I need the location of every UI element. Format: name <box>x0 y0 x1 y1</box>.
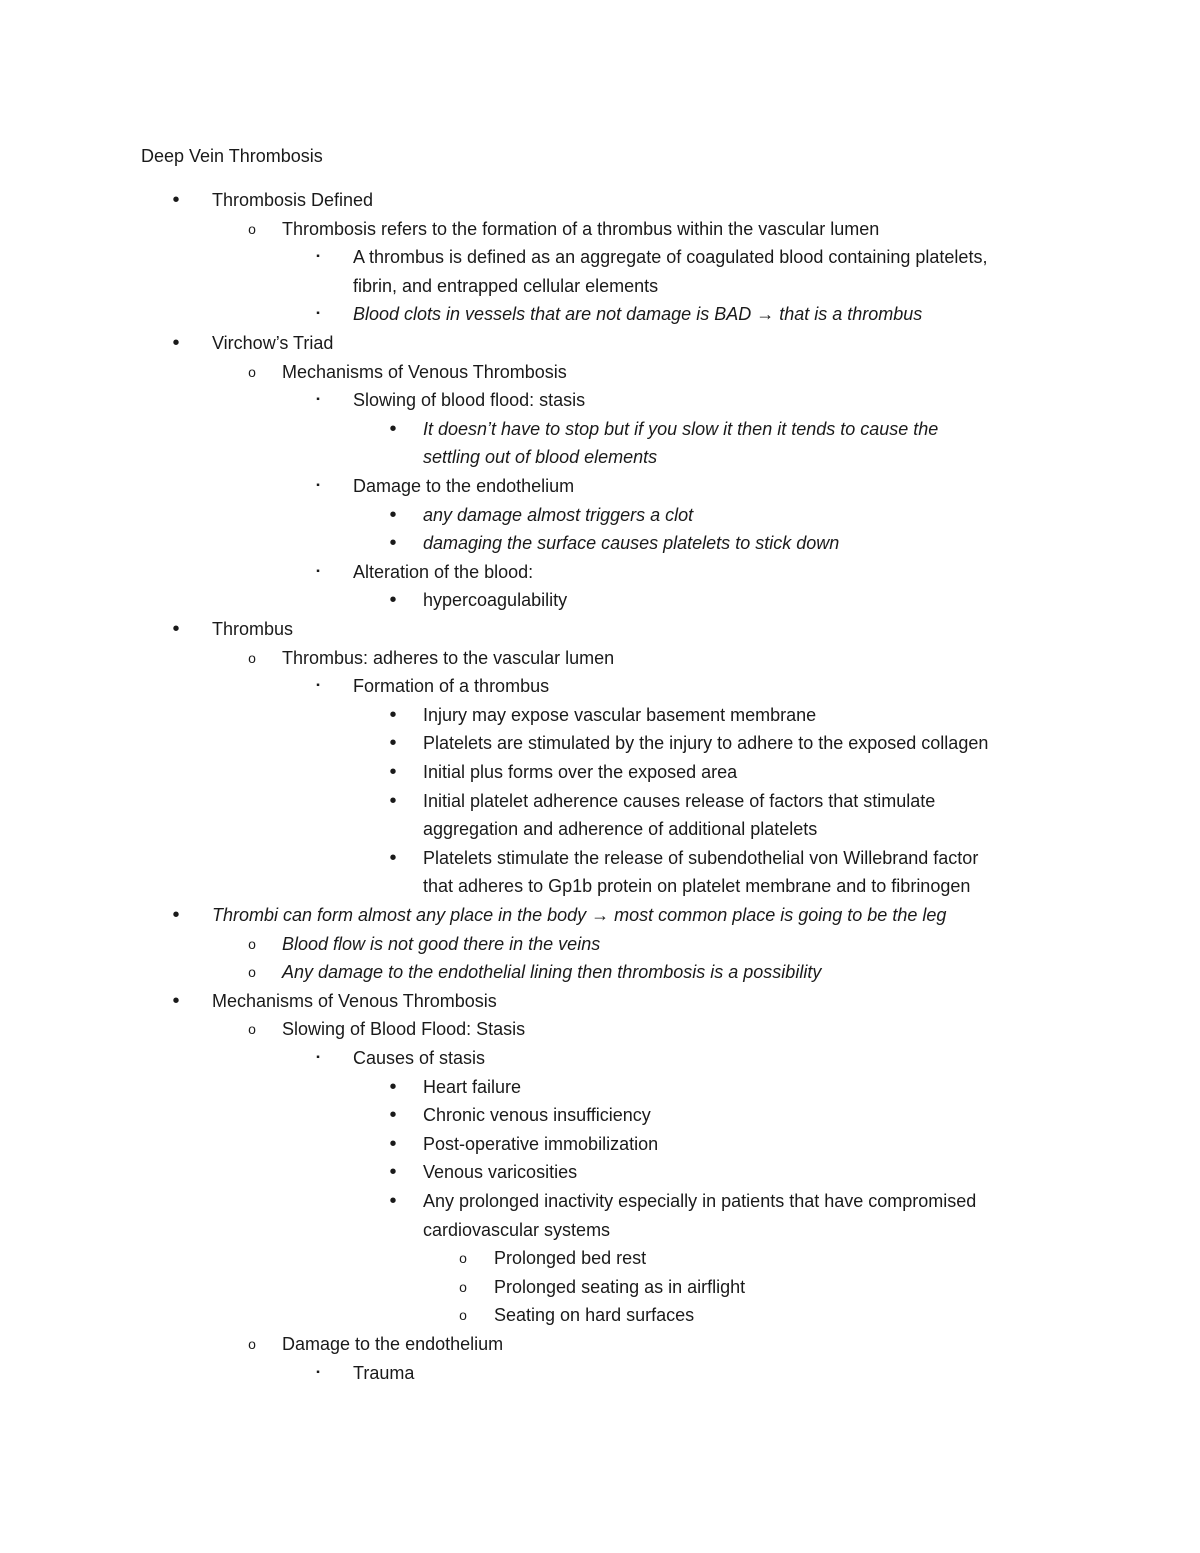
square-bullet-icon: ▪ <box>316 680 320 691</box>
outline-text: Injury may expose vascular basement membrane <box>423 705 817 725</box>
outline-item-level-4 <box>0 1188 1200 1214</box>
outline-text: Thrombus <box>212 619 294 639</box>
outline-item-level-5 <box>0 1302 1200 1328</box>
bullet-icon: • <box>389 847 397 869</box>
outline-item-level-4 <box>0 416 1200 442</box>
outline-text: Heart failure <box>423 1077 522 1097</box>
outline-text: Mechanisms of Venous Thrombosis <box>282 362 567 382</box>
square-bullet-icon: ▪ <box>316 566 320 577</box>
outline-line-continuation <box>0 444 1200 470</box>
bullet-icon: • <box>172 332 180 354</box>
outline-text: Causes of stasis <box>353 1048 486 1068</box>
outline-item-level-3 <box>0 387 1200 413</box>
outline-item-level-5 <box>0 1245 1200 1271</box>
bullet-icon: • <box>389 704 397 726</box>
outline-item-level-2 <box>0 959 1200 985</box>
outline-text: Chronic venous insufficiency <box>423 1105 651 1125</box>
outline-item-level-4 <box>0 1102 1200 1128</box>
outline-text: settling out of blood elements <box>423 447 658 467</box>
outline-item-level-2 <box>0 1331 1200 1357</box>
outline-item-level-4 <box>0 730 1200 756</box>
outline-item-level-1 <box>0 330 1200 356</box>
circle-bullet-icon: o <box>248 964 256 980</box>
square-bullet-icon: ▪ <box>316 251 320 262</box>
outline-item-level-3 <box>0 1360 1200 1386</box>
outline-item-level-2 <box>0 931 1200 957</box>
circle-bullet-icon: o <box>459 1307 467 1323</box>
bullet-icon: • <box>389 589 397 611</box>
outline-text: Damage to the endothelium <box>353 476 575 496</box>
square-bullet-icon: ▪ <box>316 394 320 405</box>
circle-bullet-icon: o <box>248 364 256 380</box>
outline-text: Prolonged bed rest <box>494 1248 647 1268</box>
outline-text: Venous varicosities <box>423 1162 578 1182</box>
outline-text: Formation of a thrombus <box>353 676 550 696</box>
outline-item-level-4 <box>0 702 1200 728</box>
outline-text: that adheres to Gp1b protein on platelet membrane and to fibrinogen <box>423 876 971 896</box>
circle-bullet-icon: o <box>248 650 256 666</box>
bullet-icon: • <box>389 1104 397 1126</box>
outline-text: Blood flow is not good there in the veins <box>282 934 601 954</box>
bullet-icon: • <box>172 618 180 640</box>
bullet-icon: • <box>389 1161 397 1183</box>
outline-item-level-1 <box>0 187 1200 213</box>
outline-item-level-2 <box>0 216 1200 242</box>
outline-text: Slowing of blood flood: stasis <box>353 390 586 410</box>
outline-text: Thrombus: adheres to the vascular lumen <box>282 648 615 668</box>
outline-text: Trauma <box>353 1363 415 1383</box>
outline-item-level-3 <box>0 673 1200 699</box>
circle-bullet-icon: o <box>459 1250 467 1266</box>
outline-item-level-4 <box>0 502 1200 528</box>
bullet-icon: • <box>172 189 180 211</box>
document-title: Deep Vein Thrombosis <box>141 146 323 166</box>
bullet-icon: • <box>389 418 397 440</box>
outline-text: It doesn’t have to stop but if you slow it then it tends to cause the <box>423 419 939 439</box>
outline-text: Blood clots in vessels that are not damage is BAD → that is a thrombus <box>353 304 923 324</box>
outline-text: Seating on hard surfaces <box>494 1305 695 1325</box>
bullet-icon: • <box>389 1133 397 1155</box>
outline-text: Post-operative immobilization <box>423 1134 659 1154</box>
outline-text: any damage almost triggers a clot <box>423 505 694 525</box>
outline-item-level-2 <box>0 645 1200 671</box>
outline-item-level-1 <box>0 902 1200 928</box>
outline-line-continuation <box>0 273 1200 299</box>
outline-item-level-3 <box>0 244 1200 270</box>
outline-line-continuation <box>0 873 1200 899</box>
bullet-icon: • <box>389 532 397 554</box>
bullet-icon: • <box>389 1076 397 1098</box>
circle-bullet-icon: o <box>248 221 256 237</box>
outline-item-level-3 <box>0 301 1200 327</box>
circle-bullet-icon: o <box>248 936 256 952</box>
outline-item-level-2 <box>0 1016 1200 1042</box>
outline-item-level-4 <box>0 1131 1200 1157</box>
outline-text: Virchow’s Triad <box>212 333 334 353</box>
bullet-icon: • <box>389 504 397 526</box>
outline-text: aggregation and adherence of additional platelets <box>423 819 818 839</box>
outline-line-continuation <box>0 816 1200 842</box>
outline-item-level-3 <box>0 559 1200 585</box>
outline-text: cardiovascular systems <box>423 1220 611 1240</box>
circle-bullet-icon: o <box>248 1021 256 1037</box>
outline-text: damaging the surface causes platelets to stick down <box>423 533 840 553</box>
bullet-icon: • <box>172 990 180 1012</box>
outline-item-level-4 <box>0 788 1200 814</box>
outline-item-level-1 <box>0 616 1200 642</box>
square-bullet-icon: ▪ <box>316 308 320 319</box>
outline-text: Slowing of Blood Flood: Stasis <box>282 1019 526 1039</box>
outline-text: Platelets are stimulated by the injury to adhere to the exposed collagen <box>423 733 989 753</box>
bullet-icon: • <box>389 732 397 754</box>
outline-item-level-4 <box>0 1074 1200 1100</box>
outline-text: Thrombosis Defined <box>212 190 374 210</box>
outline-text: hypercoagulability <box>423 590 568 610</box>
outline-text: A thrombus is defined as an aggregate of coagulated blood containing platelets, <box>353 247 988 267</box>
outline-text: Thrombosis refers to the formation of a thrombus within the vascular lumen <box>282 219 880 239</box>
circle-bullet-icon: o <box>459 1279 467 1295</box>
outline-text: Thrombi can form almost any place in the body → most common place is going to be the leg <box>212 905 947 925</box>
outline-line-continuation <box>0 1217 1200 1243</box>
outline-text: Any prolonged inactivity especially in patients that have compromised <box>423 1191 977 1211</box>
outline-text: Any damage to the endothelial lining then thrombosis is a possibility <box>282 962 822 982</box>
outline-text: Initial plus forms over the exposed area <box>423 762 738 782</box>
outline-item-level-4 <box>0 759 1200 785</box>
outline-text: Damage to the endothelium <box>282 1334 504 1354</box>
bullet-icon: • <box>389 1190 397 1212</box>
outline-text: Initial platelet adherence causes release of factors that stimulate <box>423 791 936 811</box>
bullet-icon: • <box>389 761 397 783</box>
outline-item-level-5 <box>0 1274 1200 1300</box>
outline-item-level-4 <box>0 530 1200 556</box>
outline-text: Mechanisms of Venous Thrombosis <box>212 991 497 1011</box>
square-bullet-icon: ▪ <box>316 1367 320 1378</box>
outline-item-level-2 <box>0 359 1200 385</box>
outline-text: Prolonged seating as in airflight <box>494 1277 746 1297</box>
outline-item-level-4 <box>0 845 1200 871</box>
outline-text: Platelets stimulate the release of subendothelial von Willebrand factor <box>423 848 979 868</box>
square-bullet-icon: ▪ <box>316 480 320 491</box>
outline-text: fibrin, and entrapped cellular elements <box>353 276 659 296</box>
outline-item-level-4 <box>0 1159 1200 1185</box>
bullet-icon: • <box>172 904 180 926</box>
bullet-icon: • <box>389 790 397 812</box>
outline-item-level-1 <box>0 988 1200 1014</box>
outline-item-level-3 <box>0 473 1200 499</box>
outline-text: Alteration of the blood: <box>353 562 534 582</box>
circle-bullet-icon: o <box>248 1336 256 1352</box>
outline-item-level-4 <box>0 587 1200 613</box>
square-bullet-icon: ▪ <box>316 1052 320 1063</box>
outline-item-level-3 <box>0 1045 1200 1071</box>
